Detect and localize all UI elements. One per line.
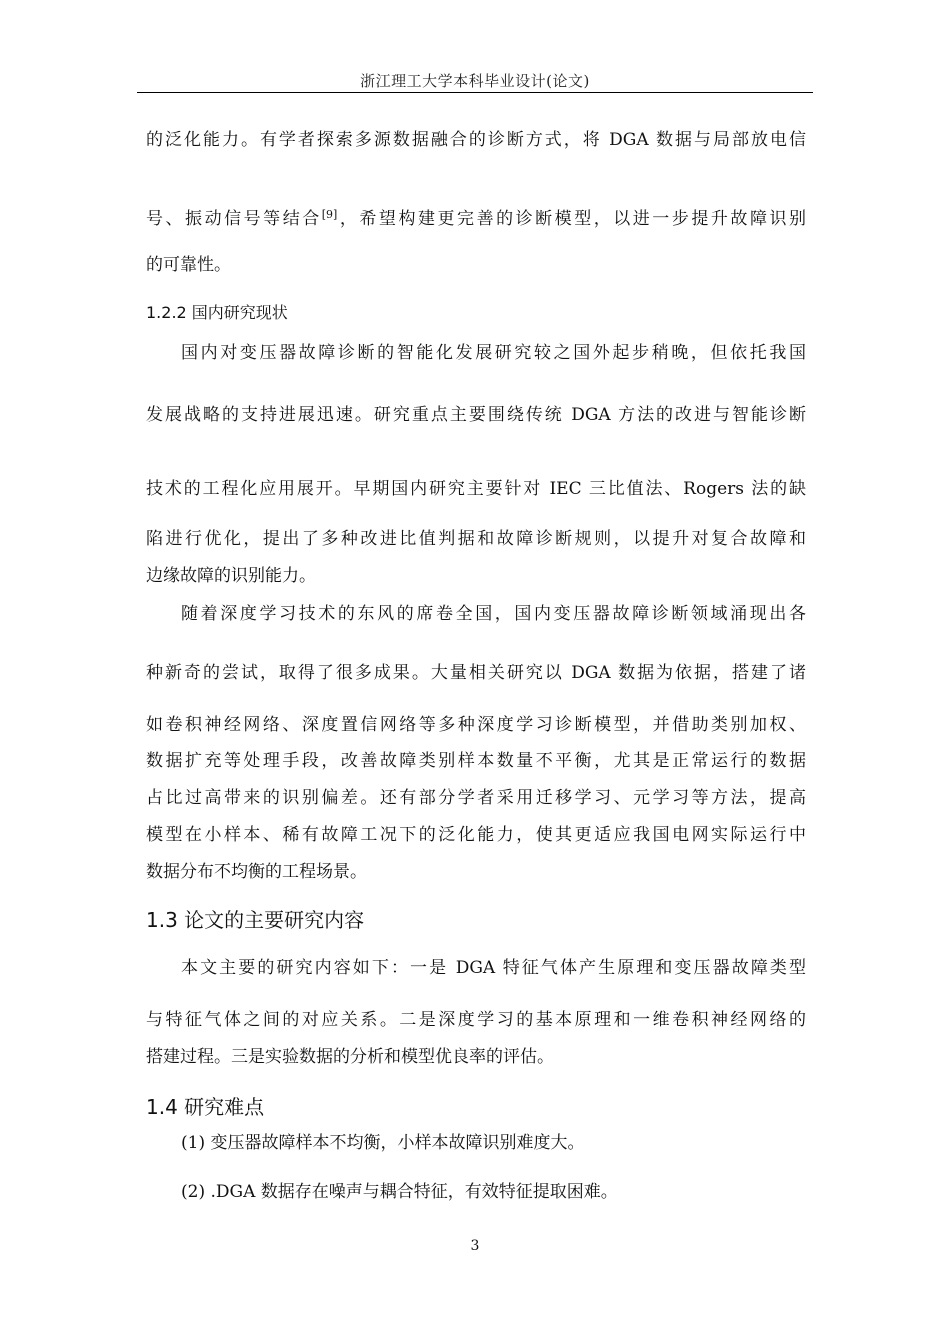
paragraph-line: 本文主要的研究内容如下：一是 DGA 特征气体产生原理和变压器故障类型 bbox=[181, 958, 806, 978]
paragraph-line: 模型在小样本、稀有故障工况下的泛化能力，使其更适应我国电网实际运行中 bbox=[146, 825, 806, 845]
list-item: (1) 变压器故障样本不均衡，小样本故障识别难度大。 bbox=[181, 1133, 585, 1153]
page-header: 浙江理工大学本科毕业设计(论文) bbox=[360, 72, 590, 90]
paragraph-line: 占比过高带来的识别偏差。还有部分学者采用迁移学习、元学习等方法，提高 bbox=[146, 788, 806, 808]
text-span: ，希望构建更完善的诊断模型，以进一步提升故障识别 bbox=[337, 209, 807, 229]
paragraph-line: 的泛化能力。有学者探索多源数据融合的诊断方式，将 DGA 数据与局部放电信 bbox=[146, 130, 806, 150]
page-number: 3 bbox=[470, 1238, 480, 1254]
paragraph-line: 陷进行优化，提出了多种改进比值判据和故障诊断规则，以提升对复合故障和 bbox=[146, 529, 806, 549]
paragraph-line: 与特征气体之间的对应关系。二是深度学习的基本原理和一维卷积神经网络的 bbox=[146, 1010, 806, 1030]
paragraph-line bbox=[146, 203, 806, 227]
section-heading-1-4: 1.4 研究难点 bbox=[146, 1095, 265, 1119]
citation-superscript: [9] bbox=[321, 208, 338, 221]
paragraph-line: 国内对变压器故障诊断的智能化发展研究较之国外起步稍晚，但依托我国 bbox=[181, 343, 806, 363]
list-item: (2) .DGA 数据存在噪声与耦合特征，有效特征提取困难。 bbox=[181, 1182, 618, 1202]
paragraph-line: 发展战略的支持进展迅速。研究重点主要围绕传统 DGA 方法的改进与智能诊断 bbox=[146, 405, 806, 425]
section-heading-1-3: 1.3 论文的主要研究内容 bbox=[146, 908, 365, 932]
paragraph-line: 搭建过程。三是实验数据的分析和模型优良率的评估。 bbox=[146, 1047, 554, 1067]
paragraph-line: 的可靠性。 bbox=[146, 255, 231, 275]
text-span: 号、振动信号等结合 bbox=[146, 209, 322, 229]
paragraph-line: 种新奇的尝试，取得了很多成果。大量相关研究以 DGA 数据为依据，搭建了诸 bbox=[146, 663, 806, 683]
paragraph-line: 数据扩充等处理手段，改善故障类别样本数量不平衡，尤其是正常运行的数据 bbox=[146, 751, 806, 771]
paragraph-line: 数据分布不均衡的工程场景。 bbox=[146, 862, 367, 882]
paragraph-line: 技术的工程化应用展开。早期国内研究主要针对 IEC 三比值法、Rogers 法的缺 bbox=[146, 479, 806, 499]
section-heading-1-2-2: 1.2.2 国内研究现状 bbox=[146, 303, 288, 322]
header-rule bbox=[137, 92, 813, 93]
paragraph-line: 随着深度学习技术的东风的席卷全国，国内变压器故障诊断领域涌现出各 bbox=[181, 604, 806, 624]
paragraph-line: 边缘故障的识别能力。 bbox=[146, 566, 316, 586]
paragraph-line: 如卷积神经网络、深度置信网络等多种深度学习诊断模型，并借助类别加权、 bbox=[146, 715, 806, 735]
